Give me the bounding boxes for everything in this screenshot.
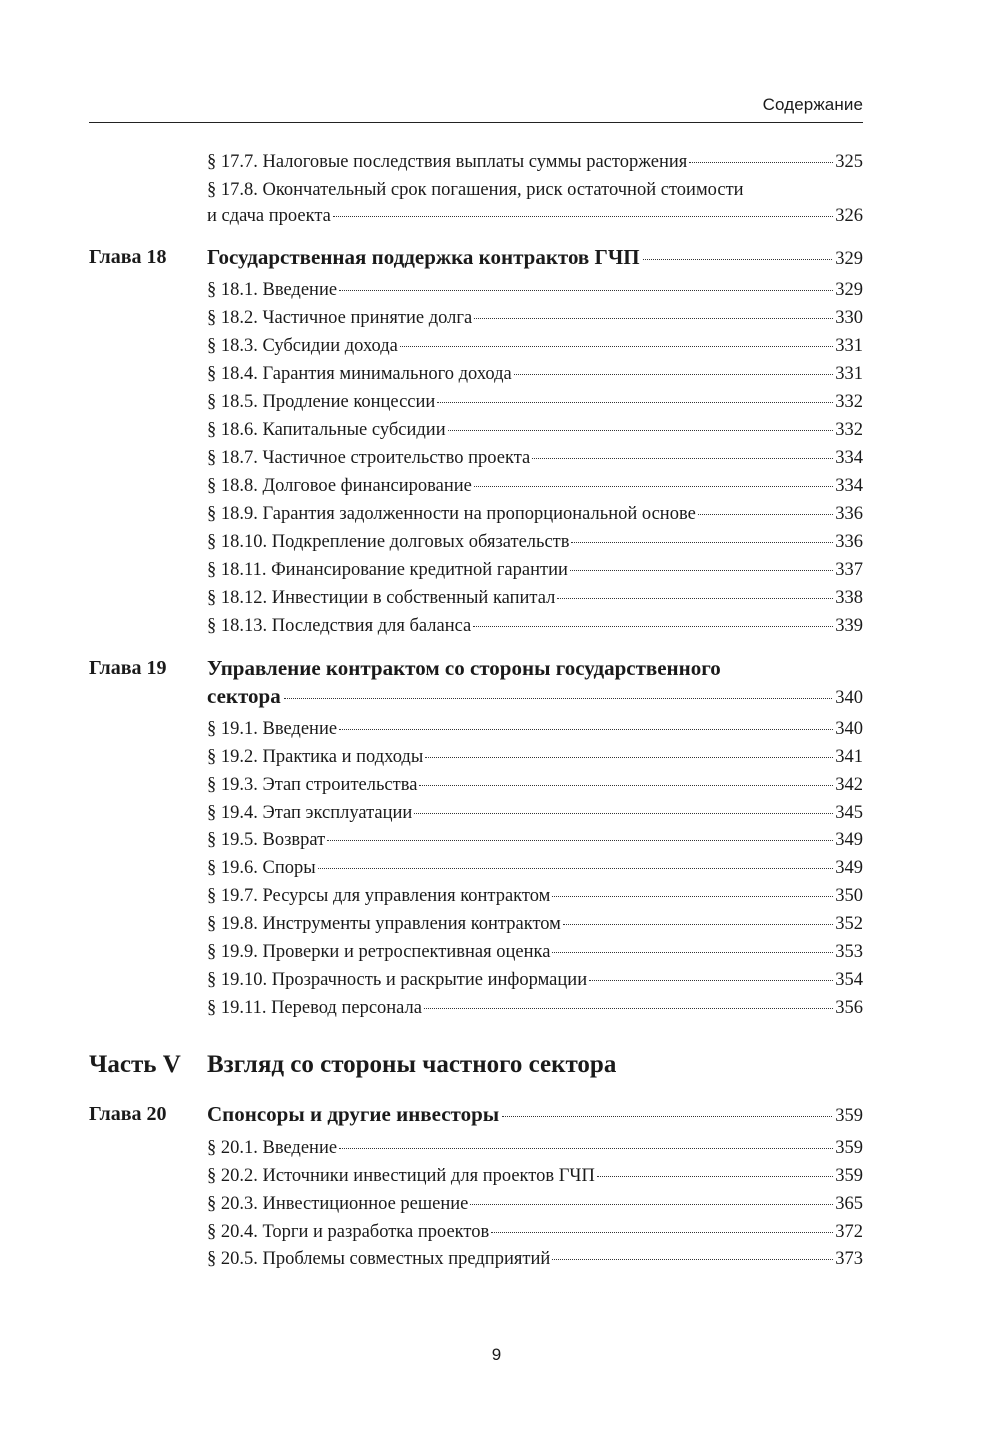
page-ref: 350 <box>835 886 863 906</box>
dot-leader <box>419 785 833 786</box>
entry-title: § 18.1. Введение <box>207 280 338 300</box>
chapter-18-label: Глава 18 <box>89 246 167 268</box>
dot-leader <box>491 1232 833 1233</box>
toc-entry[interactable] <box>207 800 863 826</box>
chapter-title-line1: Управление контрактом со стороны государственного <box>207 656 721 680</box>
page-ref: 359 <box>835 1106 863 1126</box>
toc-entry[interactable] <box>207 716 863 742</box>
toc-entry[interactable] <box>207 1246 863 1272</box>
page-ref: 329 <box>835 280 863 300</box>
page-ref: 354 <box>835 970 863 990</box>
dot-leader <box>698 514 833 515</box>
entry-title: § 18.11. Финансирование кредитной гарантии <box>207 560 568 580</box>
entry-title: § 18.8. Долговое финансирование <box>207 476 472 496</box>
toc-entry[interactable] <box>207 939 863 965</box>
toc-entry[interactable] <box>207 529 863 555</box>
entry-title: § 17.7. Налоговые последствия выплаты суммы расторжения <box>207 152 688 172</box>
entry-title: § 19.7. Ресурсы для управления контрактом <box>207 886 551 906</box>
page-ref: 331 <box>835 336 863 356</box>
entry-title: § 20.2. Источники инвестиций для проектов ГЧП <box>207 1166 595 1186</box>
entry-title: § 19.1. Введение <box>207 719 338 739</box>
toc-entry[interactable] <box>207 1163 863 1189</box>
dot-leader <box>689 162 833 163</box>
toc-entry[interactable] <box>207 855 863 881</box>
toc-entry[interactable] <box>207 772 863 798</box>
entry-title: § 19.6. Споры <box>207 858 316 878</box>
dot-leader <box>318 868 834 869</box>
entry-title: § 20.5. Проблемы совместных предприятий <box>207 1249 551 1269</box>
dot-leader <box>470 1204 833 1205</box>
page-ref: 338 <box>835 588 863 608</box>
dot-leader <box>597 1176 833 1177</box>
chapter-title: Спонсоры и другие инвесторы <box>207 1102 500 1126</box>
dot-leader <box>571 542 833 543</box>
dot-leader <box>339 729 833 730</box>
page-ref: 373 <box>835 1249 863 1269</box>
dot-leader <box>589 980 833 981</box>
entry-title: § 18.6. Капитальные субсидии <box>207 420 446 440</box>
toc-entry[interactable] <box>207 1219 863 1245</box>
chapter-18-heading[interactable] <box>207 243 863 273</box>
dot-leader <box>563 924 833 925</box>
toc-entry-17-8[interactable] <box>207 177 863 229</box>
entry-title: § 20.1. Введение <box>207 1138 338 1158</box>
page-ref: 331 <box>835 364 863 384</box>
chapter-20-label: Глава 20 <box>89 1103 167 1125</box>
dot-leader <box>552 896 833 897</box>
entry-title: § 18.5. Продление концессии <box>207 392 436 412</box>
toc-entry[interactable] <box>207 744 863 770</box>
toc-entry[interactable] <box>207 585 863 611</box>
page-ref: 359 <box>835 1138 863 1158</box>
page-ref: 332 <box>835 420 863 440</box>
page-ref: 349 <box>835 858 863 878</box>
page-ref: 334 <box>835 448 863 468</box>
toc-entry[interactable] <box>207 613 863 639</box>
page-ref: 329 <box>835 249 863 269</box>
page-ref: 352 <box>835 914 863 934</box>
toc-entry[interactable] <box>207 827 863 853</box>
entry-title-line1: § 17.8. Окончательный срок погашения, риск остаточной стоимости <box>207 180 744 200</box>
entry-title: § 18.12. Инвестиции в собственный капитал <box>207 588 556 608</box>
dot-leader <box>425 757 833 758</box>
page-ref: 326 <box>835 206 863 226</box>
entry-title: § 18.2. Частичное принятие долга <box>207 308 473 328</box>
entry-title: § 18.7. Частичное строительство проекта <box>207 448 531 468</box>
entry-title: § 20.3. Инвестиционное решение <box>207 1194 469 1214</box>
dot-leader <box>400 346 833 347</box>
dot-leader <box>448 430 834 431</box>
dot-leader <box>570 570 833 571</box>
chapter-20-heading[interactable] <box>207 1100 863 1130</box>
dot-leader <box>339 290 833 291</box>
toc-entry[interactable] <box>207 277 863 303</box>
entry-title: § 18.9. Гарантия задолженности на пропорциональной основе <box>207 504 696 524</box>
dot-leader <box>284 698 833 699</box>
toc-entry[interactable] <box>207 557 863 583</box>
toc-entry[interactable] <box>207 445 863 471</box>
entry-title: § 19.10. Прозрачность и раскрытие информации <box>207 970 588 990</box>
entry-title: § 19.9. Проверки и ретроспективная оценка <box>207 942 551 962</box>
dot-leader <box>643 259 833 260</box>
page-ref: 365 <box>835 1194 863 1214</box>
page-ref: 337 <box>835 560 863 580</box>
entry-title: § 20.4. Торги и разработка проектов <box>207 1222 490 1242</box>
toc-entry[interactable] <box>207 967 863 993</box>
part-5-label: Часть V <box>89 1051 181 1078</box>
chapter-19-heading[interactable] <box>207 654 863 712</box>
dot-leader <box>437 402 833 403</box>
chapter-title-line2: сектора <box>207 684 281 708</box>
entry-title-line2: и сдача проекта <box>207 206 331 226</box>
page-number: 9 <box>491 1345 502 1364</box>
page-ref: 334 <box>835 476 863 496</box>
toc-entry[interactable] <box>207 995 863 1021</box>
chapter-19-label: Глава 19 <box>89 657 167 679</box>
toc-entry[interactable] <box>207 417 863 443</box>
toc-entry[interactable] <box>207 305 863 331</box>
dot-leader <box>552 1259 833 1260</box>
dot-leader <box>414 813 833 814</box>
page-ref: 342 <box>835 775 863 795</box>
toc-entry-17-7[interactable] <box>207 149 863 175</box>
page-ref: 340 <box>835 719 863 739</box>
dot-leader <box>473 626 833 627</box>
toc-entry[interactable] <box>207 1135 863 1161</box>
dot-leader <box>327 840 833 841</box>
entry-title: § 18.3. Субсидии дохода <box>207 336 398 356</box>
toc-entry[interactable] <box>207 1191 863 1217</box>
entry-title: § 19.8. Инструменты управления контрактом <box>207 914 561 934</box>
toc-entry[interactable] <box>207 911 863 937</box>
page-ref: 341 <box>835 747 863 767</box>
page-ref: 339 <box>835 616 863 636</box>
entry-title: § 19.4. Этап эксплуатации <box>207 803 413 823</box>
toc-entry[interactable] <box>207 473 863 499</box>
entry-title: § 18.13. Последствия для баланса <box>207 616 472 636</box>
page-ref: 345 <box>835 803 863 823</box>
page-ref: 356 <box>835 998 863 1018</box>
toc-entry[interactable] <box>207 501 863 527</box>
dot-leader <box>474 486 833 487</box>
part-5-title[interactable]: Взгляд со стороны частного сектора <box>207 1051 617 1078</box>
toc-entry[interactable] <box>207 361 863 387</box>
dot-leader <box>333 216 833 217</box>
chapter-title: Государственная поддержка контрактов ГЧП <box>207 245 640 269</box>
entry-title: § 19.5. Возврат <box>207 830 326 850</box>
entry-title: § 19.2. Практика и подходы <box>207 747 424 767</box>
page-ref: 359 <box>835 1166 863 1186</box>
dot-leader <box>474 318 833 319</box>
dot-leader <box>514 374 834 375</box>
entry-title: § 18.10. Подкрепление долговых обязательств <box>207 532 570 552</box>
page-ref: 336 <box>835 532 863 552</box>
page-ref: 353 <box>835 942 863 962</box>
page-ref: 340 <box>835 688 863 708</box>
page-ref: 349 <box>835 830 863 850</box>
toc-entry[interactable] <box>207 389 863 415</box>
running-head: Содержание <box>762 95 863 114</box>
dot-leader <box>532 458 833 459</box>
dot-leader <box>557 598 833 599</box>
page-ref: 332 <box>835 392 863 412</box>
entry-title: § 19.3. Этап строительства <box>207 775 418 795</box>
entry-title: § 18.4. Гарантия минимального дохода <box>207 364 512 384</box>
page-ref: 372 <box>835 1222 863 1242</box>
dot-leader <box>424 1008 833 1009</box>
dot-leader <box>502 1116 832 1117</box>
page-ref: 325 <box>835 152 863 172</box>
header-rule <box>89 122 863 123</box>
dot-leader <box>552 952 833 953</box>
toc-entry[interactable] <box>207 883 863 909</box>
page-ref: 330 <box>835 308 863 328</box>
dot-leader <box>339 1148 833 1149</box>
toc-entry[interactable] <box>207 333 863 359</box>
entry-title: § 19.11. Перевод персонала <box>207 998 422 1018</box>
page-ref: 336 <box>835 504 863 524</box>
